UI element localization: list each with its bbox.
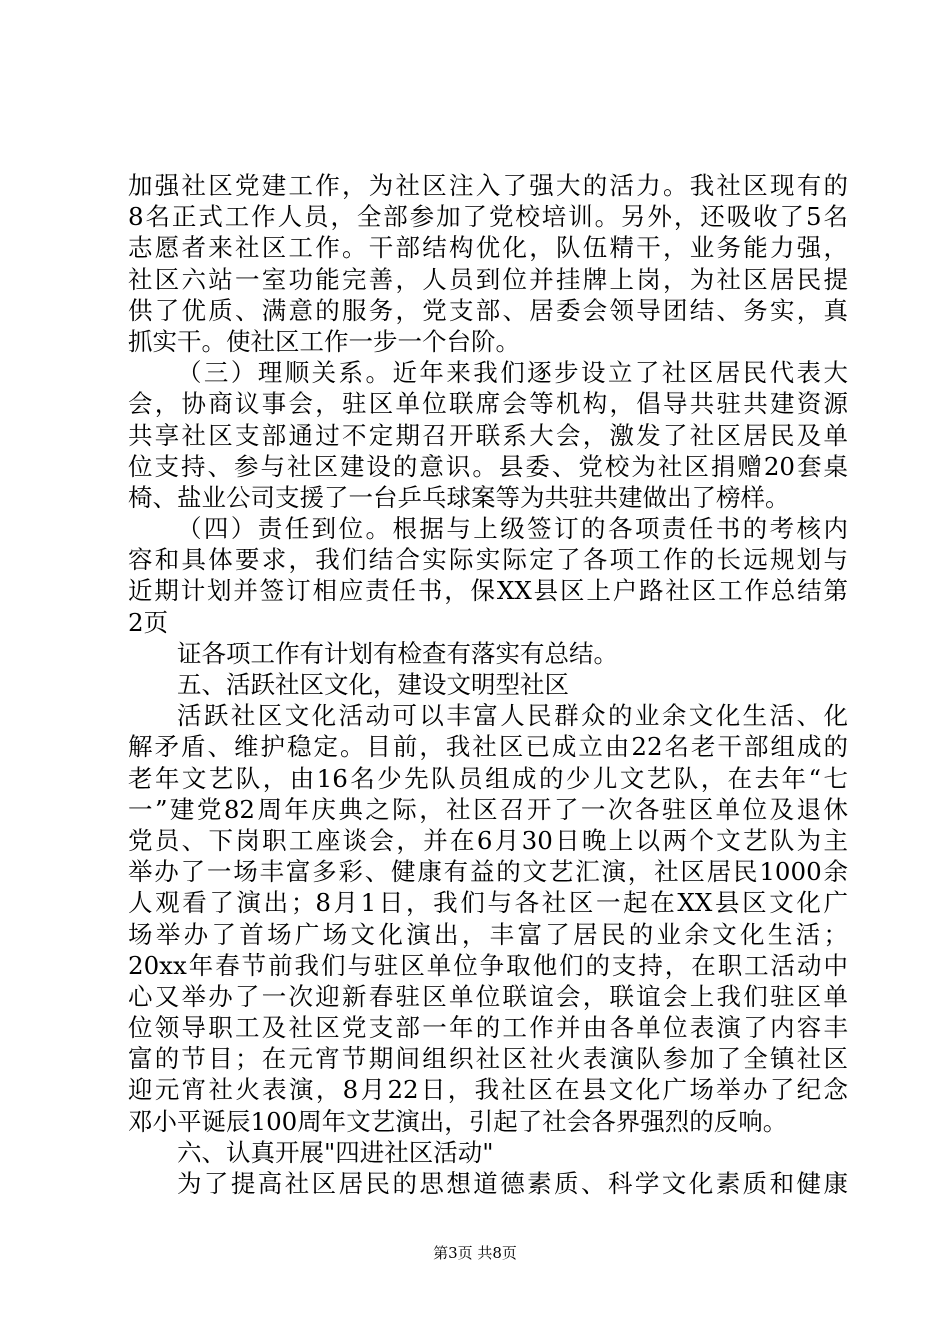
text-line: 场举办了首场广场文化演出，丰富了居民的业余文化生活；	[128, 919, 848, 949]
text-line: 五、活跃社区文化，建设文明型社区	[177, 670, 569, 699]
text-line: 富的节目；在元宵节期间组织社区社火表演队参加了全镇社区	[128, 1044, 848, 1074]
text-line: 位支持、参与社区建设的意识。县委、党校为社区捐赠20套桌	[128, 451, 848, 481]
text-line: 椅、盐业公司支援了一台乒乓球案等为共驻共建做出了榜样。	[128, 482, 790, 512]
text-line: 20xx年春节前我们与驻区单位争取他们的支持，在职工活动中	[128, 950, 848, 980]
text-line: 解矛盾、维护稳定。目前，我社区已成立由22名老干部组成的	[128, 732, 848, 762]
page-footer: 第3页 共8页	[433, 1244, 517, 1262]
text-line: 心又举办了一次迎新春驻区单位联谊会，联谊会上我们驻区单	[128, 981, 848, 1011]
text-line: 党员、下岗职工座谈会，并在6月30日晚上以两个文艺队为主	[128, 825, 848, 855]
text-line: 证各项工作有计划有检查有落实有总结。	[177, 638, 618, 668]
text-line: 邓小平诞辰100周年文艺演出，引起了社会各界强烈的反响。	[128, 1106, 788, 1136]
text-line: 8名正式工作人员，全部参加了党校培训。另外，还吸收了5名	[128, 202, 848, 232]
text-line: （三）理顺关系。近年来我们逐步设立了社区居民代表大	[177, 358, 848, 388]
text-line: 社区六站一室功能完善，人员到位并挂牌上岗，为社区居民提	[128, 264, 848, 294]
text-line: （四）责任到位。根据与上级签订的各项责任书的考核内	[177, 514, 848, 544]
text-line: 2页	[128, 607, 169, 637]
text-line: 抓实干。使社区工作一步一个台阶。	[128, 326, 520, 356]
text-line: 一”建党82周年庆典之际，社区召开了一次各驻区单位及退休	[128, 794, 848, 824]
text-line: 为了提高社区居民的思想道德素质、科学文化素质和健康	[177, 1169, 848, 1198]
text-line: 加强社区党建工作，为社区注入了强大的活力。我社区现有的	[128, 171, 848, 200]
text-line: 志愿者来社区工作。干部结构优化，队伍精干，业务能力强，	[128, 233, 848, 263]
text-line: 容和具体要求，我们结合实际实际定了各项工作的长远规划与	[128, 545, 848, 575]
text-line: 活跃社区文化活动可以丰富人民群众的业余文化生活、化	[177, 701, 848, 731]
text-line: 举办了一场丰富多彩、健康有益的文艺汇演，社区居民1000余	[128, 857, 848, 887]
body-text	[128, 170, 848, 1199]
text-line: 会，协商议事会，驻区单位联席会等机构，倡导共驻共建资源	[128, 389, 848, 419]
text-line: 六、认真开展"四进社区活动"	[177, 1137, 494, 1167]
text-line: 供了优质、满意的服务，党支部、居委会领导团结、务实，真	[128, 295, 848, 325]
text-line: 共享社区支部通过不定期召开联系大会，激发了社区居民及单	[128, 420, 848, 450]
text-line: 近期计划并签订相应责任书，保XX县区上户路社区工作总结第	[128, 576, 848, 606]
text-line: 迎元宵社火表演，8月22日，我社区在县文化广场举办了纪念	[128, 1075, 848, 1105]
text-line: 位领导职工及社区党支部一年的工作并由各单位表演了内容丰	[128, 1013, 848, 1043]
text-line: 老年文艺队，由16名少先队员组成的少儿文艺队，在去年“七	[128, 763, 848, 793]
text-line: 人观看了演出；8月1日，我们与各社区一起在XX县区文化广	[128, 888, 848, 918]
